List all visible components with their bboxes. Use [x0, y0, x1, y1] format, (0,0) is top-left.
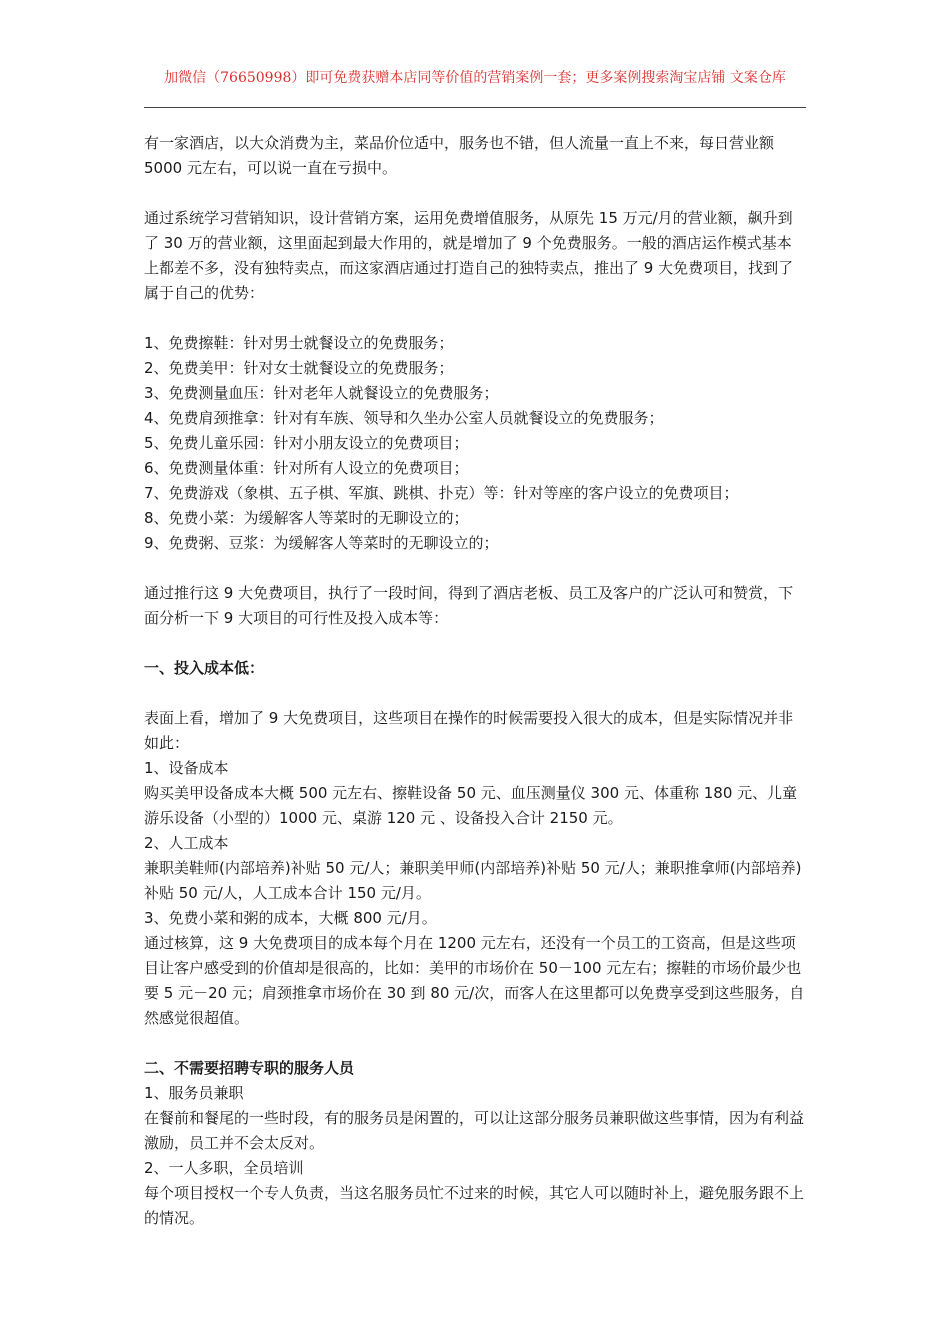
section-1-sub3-title: 3、免费小菜和粥的成本，大概 800 元/月。 — [144, 909, 437, 927]
service-item-7: 7、免费游戏（象棋、五子棋、军旗、跳棋、扑克）等：针对等座的客户设立的免费项目； — [144, 484, 739, 502]
page-header: 加微信（76650998）即可免费获赠本店同等价值的营销案例一套；更多案例搜索淘宝店铺 文案仓库 — [164, 70, 786, 86]
service-item-2: 2、免费美甲：针对女士就餐设立的免费服务； — [144, 359, 454, 377]
section-1-sub1-text: 购买美甲设备成本大概 500 元左右、擦鞋设备 50 元、血压测量仪 300 元、体重称 180 元、儿童游乐设备（小型的）1000 元、桌游 120 元 、设备投入合计 2150 元。 — [144, 784, 798, 827]
service-item-5: 5、免费儿童乐园：针对小朋友设立的免费项目； — [144, 434, 469, 452]
service-item-8: 8、免费小菜：为缓解客人等菜时的无聊设立的； — [144, 509, 469, 527]
service-item-9: 9、免费粥、豆浆：为缓解客人等菜时的无聊设立的； — [144, 534, 499, 552]
service-item-1: 1、免费擦鞋：针对男士就餐设立的免费服务； — [144, 334, 454, 352]
section-1-heading: 一、投入成本低： — [144, 659, 265, 677]
section-2-sub1-text: 在餐前和餐尾的一些时段，有的服务员是闲置的，可以让这部分服务员兼职做这些事情，因为有利益激励，员工并不会太反对。 — [144, 1109, 805, 1152]
header-divider — [144, 107, 806, 108]
section-2-sub1-title: 1、服务员兼职 — [144, 1084, 244, 1102]
service-item-3: 3、免费测量血压：针对老年人就餐设立的免费服务； — [144, 384, 499, 402]
summary-paragraph: 通过推行这 9 大免费项目，执行了一段时间，得到了酒店老板、员工及客户的广泛认可和赞赏，下面分析一下 9 大项目的可行性及投入成本等： — [144, 584, 794, 627]
section-1-sub2-title: 2、人工成本 — [144, 834, 229, 852]
section-1-intro: 表面上看，增加了 9 大免费项目，这些项目在操作的时候需要投入很大的成本，但是实际情况并非如此： — [144, 709, 794, 752]
intro-paragraph-2: 通过系统学习营销知识，设计营销方案，运用免费增值服务，从原先 15 万元/月的营业额，飙升到了 30 万的营业额，这里面起到最大作用的，就是增加了 9 个免费服务。一般的酒店运作模式基本上都差不多，没有独特卖点，而这家酒店通过打造自己的独特卖点，推出了 9 大免费项目，找到了属于自己的优势： — [144, 209, 794, 302]
service-item-6: 6、免费测量体重：针对所有人设立的免费项目； — [144, 459, 469, 477]
document-body — [144, 131, 806, 1231]
intro-paragraph-1: 有一家酒店，以大众消费为主，菜品价位适中，服务也不错，但人流量一直上不来，每日营业额 5000 元左右，可以说一直在亏损中。 — [144, 134, 775, 177]
section-2-sub2-title: 2、一人多职，全员培训 — [144, 1159, 304, 1177]
section-1-conclusion: 通过核算，这 9 大免费项目的成本每个月在 1200 元左右，还没有一个员工的工资高，但是这些项目让客户感受到的价值却是很高的，比如：美甲的市场价在 50－100 元左右；擦鞋的市场价最少也要 5 元－20 元；肩颈推拿市场价在 30 到 80 元/次，而客人在这里都可以免费享受到这些服务，自然感觉很超值。 — [144, 934, 805, 1027]
service-item-4: 4、免费肩颈推拿：针对有车族、领导和久坐办公室人员就餐设立的免费服务； — [144, 409, 664, 427]
section-1-sub1-title: 1、设备成本 — [144, 759, 229, 777]
section-1-sub2-text: 兼职美鞋师(内部培养)补贴 50 元/人；兼职美甲师(内部培养)补贴 50 元/人；兼职推拿师(内部培养)补贴 50 元/人，人工成本合计 150 元/月。 — [144, 859, 802, 902]
section-2-sub2-text: 每个项目授权一个专人负责，当这名服务员忙不过来的时候，其它人可以随时补上，避免服务跟不上的情况。 — [144, 1184, 805, 1227]
section-2-heading: 二、不需要招聘专职的服务人员 — [144, 1059, 355, 1077]
